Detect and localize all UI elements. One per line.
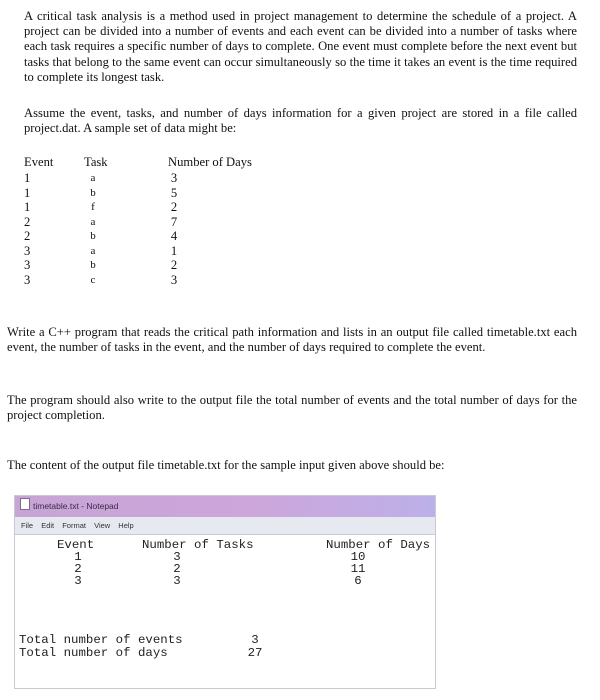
cell-event: 3 — [24, 272, 31, 287]
also-paragraph: The program should also write to the output file the total number of events and the total number of days for the project completion. — [7, 393, 577, 423]
cell-days: 1 — [170, 243, 178, 258]
notepad-title: timetable.txt - Notepad — [33, 501, 119, 511]
cell-task: a — [90, 215, 96, 228]
cell-task: f — [91, 201, 95, 213]
menu-format[interactable]: Format — [62, 521, 86, 530]
cell-task: a — [90, 244, 96, 257]
menu-view[interactable]: View — [94, 521, 111, 530]
cell-event: 2 — [24, 229, 31, 243]
menu-file[interactable]: File — [21, 521, 34, 530]
sample-row — [24, 200, 344, 215]
menu-help[interactable]: Help — [118, 521, 134, 530]
cell-task: b — [90, 186, 96, 199]
cell-days: 4 — [170, 229, 178, 243]
out-header-event: Event — [57, 538, 95, 552]
out-tasks-2: 2 — [173, 562, 181, 576]
notepad-window — [14, 495, 436, 689]
notepad-menu-bar — [15, 517, 435, 535]
intro-paragraph: A critical task analysis is a method used in project management to determine the schedule of a project. A project can be divided into a number of events and each event can be divided into a number of tasks where each task requires a specific number of days to complete. One event must complete before the next event but tasks that belong to the same event can occur simultaneously so the time it takes an event is the time required to complete its longest task. — [24, 9, 577, 84]
out-header-days: Number of Days — [326, 538, 431, 552]
notepad-text-area[interactable] — [15, 535, 435, 688]
sample-row — [24, 258, 344, 273]
cell-days: 2 — [170, 200, 178, 214]
out-header-tasks: Number of Tasks — [142, 538, 254, 552]
header-task: Task — [84, 155, 108, 169]
total-events-label: Total number of events — [19, 633, 183, 647]
sample-data-table — [24, 154, 344, 287]
out-days-2: 11 — [350, 562, 366, 576]
cell-event: 3 — [24, 243, 31, 258]
cell-event: 2 — [24, 214, 31, 229]
out-tasks-3: 3 — [173, 574, 181, 588]
sample-row — [24, 273, 344, 288]
header-days: Number of Days — [168, 155, 252, 169]
cell-days: 2 — [170, 258, 178, 272]
content-paragraph: The content of the output file timetable.txt for the sample input given above should be: — [7, 458, 445, 472]
out-days-3: 6 — [354, 574, 362, 588]
cell-days: 3 — [170, 272, 178, 287]
cell-days: 5 — [170, 185, 178, 200]
sample-row — [24, 244, 344, 259]
cell-days: 7 — [170, 214, 178, 229]
notepad-icon — [20, 498, 30, 510]
cell-task: b — [90, 230, 96, 242]
cell-task: c — [90, 273, 96, 286]
cell-event: 1 — [24, 185, 31, 200]
cell-event: 1 — [24, 200, 31, 214]
menu-edit[interactable]: Edit — [41, 521, 55, 530]
cell-days: 3 — [170, 171, 178, 185]
notepad-title-bar[interactable] — [15, 496, 435, 517]
sample-row — [24, 229, 344, 244]
assume-paragraph: Assume the event, tasks, and number of days information for a given project are stored in a file called project.dat. A sample set of data might be: — [24, 106, 577, 136]
out-event-1: 1 — [74, 550, 82, 564]
sample-row — [24, 215, 344, 230]
cell-task: a — [90, 172, 96, 184]
total-days-label: Total number of days — [19, 646, 168, 660]
write-paragraph: Write a C++ program that reads the critical path information and lists in an output file called timetable.txt each event, the number of tasks in the event, and the number of days required to complete the event. — [7, 325, 577, 355]
out-days-1: 10 — [350, 550, 366, 564]
cell-event: 3 — [24, 258, 31, 272]
sample-row — [24, 171, 344, 186]
total-days-value: 27 — [247, 646, 263, 660]
cell-event: 1 — [24, 171, 31, 185]
cell-task: b — [90, 259, 96, 271]
out-event-2: 2 — [74, 562, 82, 576]
out-event-3: 3 — [74, 574, 82, 588]
sample-row — [24, 186, 344, 201]
sample-table-header — [24, 154, 344, 171]
header-event: Event — [24, 155, 54, 169]
total-events-value: 3 — [251, 633, 259, 647]
out-tasks-1: 3 — [173, 550, 181, 564]
